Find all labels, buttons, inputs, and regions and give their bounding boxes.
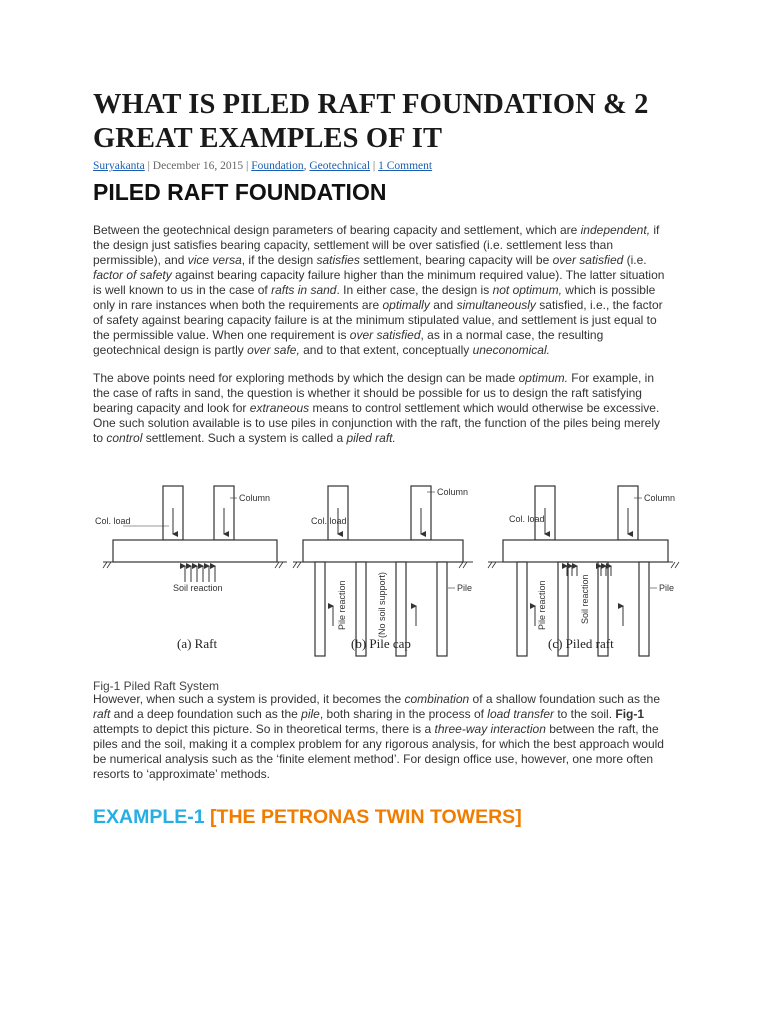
diagram-piled-raft	[488, 486, 679, 656]
piled-raft-figure	[93, 478, 693, 678]
article-meta	[93, 159, 668, 173]
article-title: WHAT IS PILED RAFT FOUNDATION & 2 GREAT EXAMPLES OF IT	[93, 89, 649, 154]
caption-pile-cap: (b) Pile cap	[351, 636, 411, 651]
author-link[interactable]: Suryakanta	[93, 160, 145, 172]
section-heading: PILED RAFT FOUNDATION	[93, 179, 387, 205]
soil-reaction-label: Soil reaction	[580, 574, 590, 624]
column-label: Column	[239, 493, 271, 503]
bracket-open: [	[210, 806, 217, 828]
diagram-pile-cap	[293, 486, 473, 656]
caption-raft: (a) Raft	[177, 636, 218, 651]
caption-piled-raft: (c) Piled raft	[548, 636, 614, 651]
svg-text:Column: Column	[437, 487, 469, 497]
pile-reaction-label: Pile reaction	[337, 580, 347, 630]
bracket-close: ]	[515, 806, 522, 828]
meta-separator: |	[144, 160, 153, 172]
svg-text:Col. load: Col. load	[509, 514, 545, 524]
comments-link[interactable]: 1 Comment	[378, 160, 433, 172]
meta-separator: |	[243, 160, 252, 172]
col-load-label: Col. load	[95, 516, 131, 526]
svg-text:Pile reaction: Pile reaction	[537, 580, 547, 630]
figure-caption: Fig-1 Piled Raft System	[93, 679, 220, 693]
post-date: December 16, 2015	[152, 160, 244, 172]
paragraph-1: Between the geotechnical design parameters of bearing capacity and settlement, which are independent, if the design just satisfies bearing capacity, settlement will be over satisfied (i.e. settlement less than permissible), and vice versa, if the design satisfies settlement, bearing capacity will be over satisfied (i.e. factor of safety against bearing capacity failure higher than the minimum required value). The latter situation is well known to us in the case of rafts in sand. In either case, the design is not optimum, which is possible only in rare instances when both the requirements are optimally and simultaneously satisfied, i.e., the factor of safety against bearing capacity failure is at the minimum stipulated value, and settlement is just equal to the permissible value. When one requirement is over satisfied, as in a normal case, the resulting geotechnical design is partly over safe, and to that extent, conceptually uneconomical.	[93, 223, 665, 357]
diagram-raft	[95, 486, 287, 651]
paragraph-3: However, when such a system is provided, it becomes the combination of a shallow foundation such as the raft and a deep foundation such as the pile, both sharing in the process of load transfer to the soil. Fig-1 attempts to depict this picture. So in theoretical terms, there is a three-way interaction between the raft, the piles and the soil, making it a complex problem for any rigorous analysis, for which the best approach would be numerical analysis such as the ‘finite element method’. For design office use, however, one more often resorts to ‘approximate’ methods.	[93, 692, 664, 781]
example-label: EXAMPLE-1	[93, 806, 211, 828]
meta-separator: ,	[303, 160, 310, 172]
article-top	[93, 88, 668, 446]
pile-label: Pile	[457, 583, 473, 593]
soil-reaction-label: Soil reaction	[173, 583, 223, 593]
paragraph-2: The above points need for exploring methods by which the design can be made optimum. For example, in the case of rafts in sand, the question is whether it should be possible for us to design the raft satisfying bearing capacity and look for extraneous means to control settlement which would otherwise be excessive. One such solution available is to use piles in conjunction with the raft, the function of the piles being merely to control settlement. Such a system is called a piled raft.	[93, 371, 660, 445]
article-continued	[93, 692, 671, 782]
svg-text:Column: Column	[644, 493, 676, 503]
meta-separator: |	[370, 160, 379, 172]
raft-slab	[113, 540, 277, 562]
svg-text:Col. load: Col. load	[311, 516, 347, 526]
example-heading	[93, 806, 522, 829]
svg-text:Pile: Pile	[659, 583, 675, 593]
category-link-foundation[interactable]: Foundation	[251, 160, 304, 172]
example-name-link[interactable]: THE PETRONAS TWIN TOWERS	[216, 806, 516, 828]
category-link-geotechnical[interactable]: Geotechnical	[309, 160, 371, 172]
no-soil-support-label: (No soil support)	[377, 571, 387, 638]
